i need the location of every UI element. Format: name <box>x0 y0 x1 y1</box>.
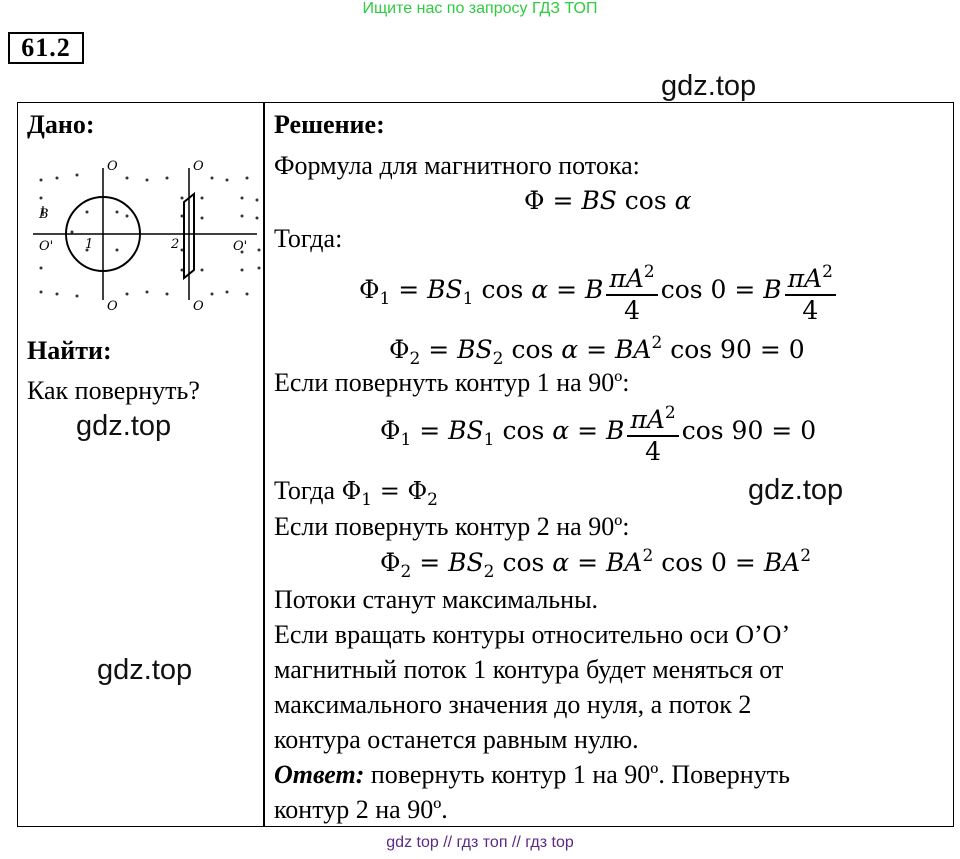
label-o-top-1: O <box>107 159 118 174</box>
solution-paragraph-2: магнитный поток 1 контура будет меняться от <box>274 655 784 684</box>
watermark: gdz.top <box>76 410 172 442</box>
label-o-bottom-2: O <box>193 299 204 314</box>
solution-then: Тогда: <box>274 224 343 253</box>
answer-text-1: повернуть контур 1 на 90º. Повернуть <box>364 760 790 789</box>
solution-tog-line: Тогда $\Phi_1 = \Phi_2$ <box>274 476 438 510</box>
table-divider <box>263 102 265 827</box>
label-o-top-2: O <box>193 159 204 174</box>
footer-links[interactable]: gdz top // гдз топ // гдз top <box>386 834 574 851</box>
figure-loops <box>27 150 263 320</box>
formula-phi1: $\Phi_1 = BS_1$ cos α = B $\frac{\pi A^2}{4}$ cos 0 = B $\frac{\pi A^2}{4}$ <box>359 257 839 326</box>
solution-paragraph-3: максимального значения до нуля, а поток 2 <box>274 690 752 719</box>
watermark: gdz.top <box>97 654 193 686</box>
solution-line-formula: Формула для магнитного потока: <box>274 151 640 180</box>
solution-rotate-1: Если повернуть контур 1 на 90º: <box>274 368 630 397</box>
formula-phi2-rotated: $\Phi_2 = BS_2$ $\cos \alpha = BA^2$ $\cos 0 = BA^2$ <box>380 546 812 582</box>
solution-paragraph-1: Если вращать контуры относительно оси O’O’ <box>274 620 791 649</box>
formula-phi1-rotated: $\Phi_1 = BS_1$ cos α = B $\frac{\pi A^2}{4}$ cos 90 = 0 <box>380 398 816 467</box>
answer-label: Ответ: <box>274 760 365 789</box>
top-banner[interactable]: Ищите нас по запросу ГДЗ ТОП <box>362 0 598 17</box>
watermark: gdz.top <box>748 474 844 506</box>
answer-line-1 <box>274 760 790 790</box>
label-o-left: O' <box>39 239 54 254</box>
label-loop-1: 1 <box>85 237 94 252</box>
answer-line-2: контур 2 на 90º. <box>274 795 448 824</box>
solution-paragraph-4: контура останется равным нулю. <box>274 725 639 754</box>
watermark: gdz.top <box>661 70 757 102</box>
label-b-vector: B <box>39 207 49 222</box>
label-o-right: O' <box>233 239 248 254</box>
find-header: Найти: <box>27 336 112 365</box>
label-o-bottom-1: O <box>107 299 118 314</box>
find-question: Как повернуть? <box>27 376 200 405</box>
solution-rotate-2: Если повернуть контур 2 на 90º: <box>274 512 630 541</box>
label-loop-2: 2 <box>171 237 180 252</box>
given-header: Дано: <box>27 110 95 139</box>
solution-flux-max: Потоки станут максимальны. <box>274 585 599 614</box>
b-field-dots <box>40 174 261 298</box>
solution-header: Решение: <box>274 110 385 139</box>
tog-prefix: Тогда <box>274 476 336 505</box>
formula-phi2: $\Phi_2 = BS_2$ $\cos \alpha = BA^2$ cos 90 = 0 <box>389 333 805 369</box>
formula-flux: Φ = BS cos α <box>524 186 692 215</box>
problem-number: 61.2 <box>8 32 84 64</box>
